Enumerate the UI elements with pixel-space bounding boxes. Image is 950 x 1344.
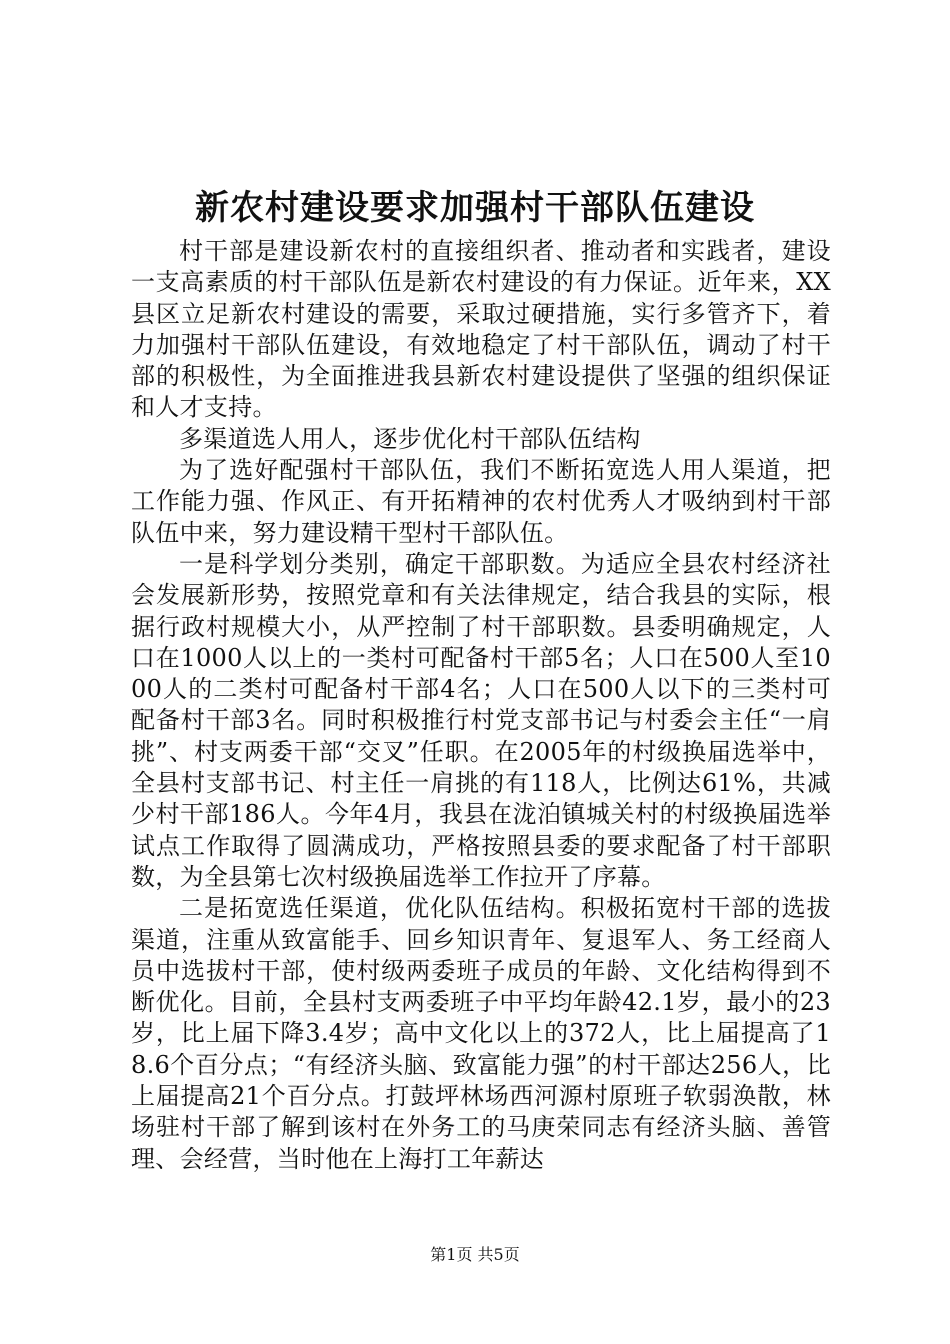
paragraph-intro: 村干部是建设新农村的直接组织者、推动者和实践者，建设一支高素质的村干部队伍是新农村建设的有力保证。近年来，XX县区立足新农村建设的需要，采取过硬措施，实行多管齐下，着力加强村干部队伍建设，有效地稳定了村干部队伍，调动了村干部的积极性，为全面推进我县新农村建设提供了坚强的组织保证和人才支持。 <box>131 237 831 422</box>
page-number-footer: 第1页 共5页 <box>430 1245 520 1264</box>
document-title: 新农村建设要求加强村干部队伍建设 <box>195 188 755 228</box>
document-body <box>131 236 831 1175</box>
paragraph-point-two: 二是拓宽选任渠道，优化队伍结构。积极拓宽村干部的选拔渠道，注重从致富能手、回乡知识青年、复退军人、务工经商人员中选拔村干部，使村级两委班子成员的年龄、文化结构得到不断优化。目前，全县村支两委班子中平均年龄42.1岁，最小的23岁，比上届下降3.4岁；高中文化以上的372人，比上届提高了18.6个百分点；“有经济头脑、致富能力强”的村干部达256人，比上届提高21个百分点。打鼓坪林场西河源村原班子软弱涣散，林场驻村干部了解到该村在外务工的马庚荣同志有经济头脑、善管理、会经营，当时他在上海打工年薪达 <box>131 894 831 1173</box>
paragraph-section-intro: 为了选好配强村干部队伍，我们不断拓宽选人用人渠道，把工作能力强、作风正、有开拓精神的农村优秀人才吸纳到村干部队伍中来，努力建设精干型村干部队伍。 <box>131 456 831 547</box>
paragraph-point-one: 一是科学划分类别，确定干部职数。为适应全县农村经济社会发展新形势，按照党章和有关法律规定，结合我县的实际，根据行政村规模大小，从严控制了村干部职数。县委明确规定，人口在1000人以上的一类村可配备村干部5名；人口在500人至1000人的二类村可配备村干部4名；人口在500人以下的三类村可配备村干部3名。同时积极推行村党支部书记与村委会主任“一肩挑”、村支两委干部“交叉”任职。在2005年的村级换届选举中，全县村支部书记、村主任一肩挑的有118人，比例达61%，共减少村干部186人。今年4月，我县在泷泊镇城关村的村级换届选举试点工作取得了圆满成功，严格按照县委的要求配备了村干部职数，为全县第七次村级换届选举工作拉开了序幕。 <box>131 549 831 891</box>
section-heading: 多渠道选人用人，逐步优化村干部队伍结构 <box>179 424 641 453</box>
